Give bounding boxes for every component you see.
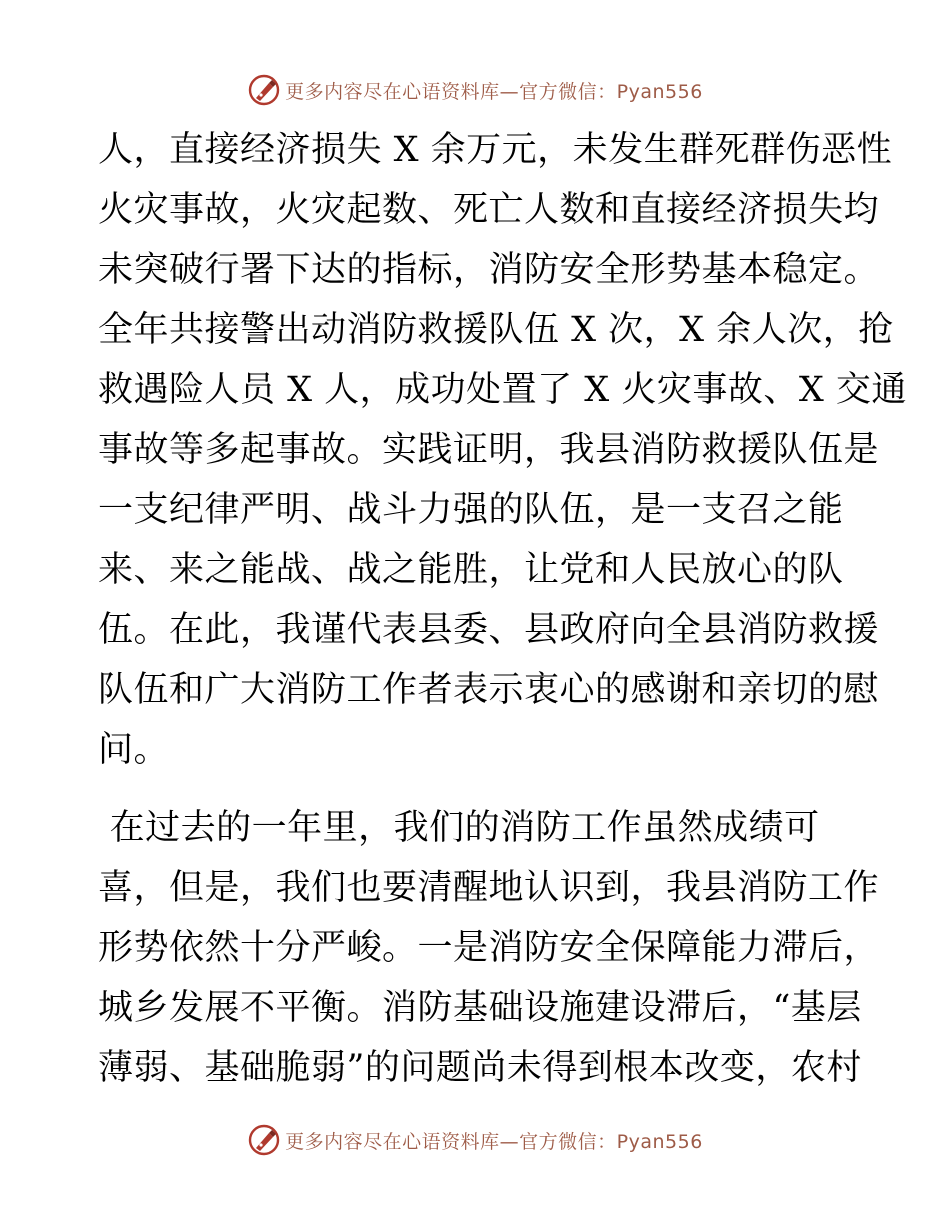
text-line: 薄弱、基础脆弱”的问题尚未得到根本改变，农村 bbox=[98, 1048, 862, 1088]
footer-banner-text: 更多内容尽在心语资料库—官方微信：Pyan556 bbox=[285, 1130, 703, 1153]
pen-nib-logo-icon bbox=[247, 1123, 281, 1157]
pen-nib-logo-icon bbox=[247, 73, 281, 107]
document-body bbox=[98, 120, 907, 1098]
text-line: 事故等多起事故。实践证明，我县消防救援队伍是 bbox=[98, 430, 880, 470]
text-line: 人，直接经济损失 X 余万元，未发生群死群伤恶性 bbox=[98, 130, 893, 170]
text-line: 未突破行署下达的指标，消防安全形势基本稳定。 bbox=[98, 250, 880, 290]
footer-banner bbox=[0, 1118, 950, 1162]
text-line: 城乡发展不平衡。消防基础设施建设滞后，“基层 bbox=[98, 988, 862, 1028]
text-line: 火灾事故，火灾起数、死亡人数和直接经济损失均 bbox=[98, 190, 880, 230]
text-line: 来、来之能战、战之能胜，让党和人民放心的队 bbox=[98, 550, 844, 590]
paragraph-1 bbox=[98, 120, 907, 780]
text-line: 一支纪律严明、战斗力强的队伍，是一支召之能 bbox=[98, 490, 844, 530]
text-line: 在过去的一年里，我们的消防工作虽然成绩可 bbox=[98, 808, 820, 848]
paragraph-2 bbox=[98, 798, 880, 1098]
text-line: 形势依然十分严峻。一是消防安全保障能力滞后， bbox=[98, 928, 880, 968]
text-line: 喜，但是，我们也要清醒地认识到，我县消防工作 bbox=[98, 868, 880, 908]
text-line: 问。 bbox=[98, 730, 170, 770]
text-line: 全年共接警出动消防救援队伍 X 次，X 余人次，抢 bbox=[98, 310, 894, 350]
header-banner bbox=[0, 68, 950, 112]
text-line: 救遇险人员 X 人，成功处置了 X 火灾事故、X 交通 bbox=[98, 370, 907, 410]
text-line: 伍。在此，我谨代表县委、县政府向全县消防救援 bbox=[98, 610, 880, 650]
text-line: 队伍和广大消防工作者表示衷心的感谢和亲切的慰 bbox=[98, 670, 880, 710]
header-banner-text: 更多内容尽在心语资料库—官方微信：Pyan556 bbox=[285, 80, 703, 103]
